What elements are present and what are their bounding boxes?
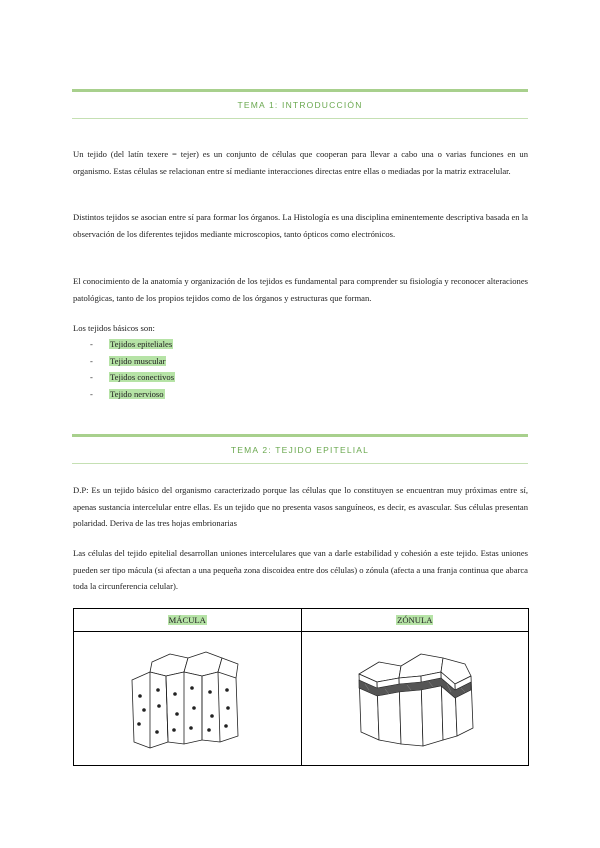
epitelial-paragraph-1: D.P: Es un tejido básico del organismo caracterizado porque las células que lo constituyen se encuentran muy próximas entre sí, apenas sustancia intercelular entre ellas. Es un tejido que no presenta vasos sanguíneos, es decir, es avascular. Sus células presentan polaridad. Deriva de las tres hojas embrionarias: [73, 485, 528, 528]
intro-paragraph-2: Distintos tejidos se asocian entre sí para formar los órganos. La Histología es una disciplina eminentemente descriptiva basada en la observación de los diferentes tejidos mediante microscopios, tanto ópticos como electrónicos.: [73, 212, 528, 239]
tissue-muscular: Tejido muscular: [110, 355, 166, 366]
intro-paragraph-1: Un tejido (del latín texere = tejer) es un conjunto de células que cooperan para llevar a cabo una o varias funciones en un organismo. Estas células se relacionan entre sí mediante interacciones directas entre ellas o mediadas por la matriz extracelular.: [73, 149, 528, 176]
tissue-list: [90, 336, 175, 402]
junction-table: [73, 608, 529, 766]
heading-title: TEMA 1: INTRODUCCIÓN: [237, 100, 363, 110]
table-header-zonula: ZÓNULA: [301, 609, 529, 632]
list-item: - Tejido nervioso: [90, 388, 164, 399]
epitelial-paragraph-2: Las células del tejido epitelial desarrollan uniones intercelulares que van a darle estabilidad y cohesión a este tejido. Estas uniones pueden ser tipo mácula (si afectan a una pequeña zona discoidea entre dos células) o zónula (afecta a una franja continua que abarca toda la circunferencia celular).: [73, 548, 528, 591]
zonula-illustration-cell: [301, 632, 529, 766]
list-item: - Tejido muscular: [90, 355, 166, 366]
section-heading-tema1: [72, 89, 528, 119]
macula-illustration: [122, 644, 252, 754]
tissue-nervioso: Tejido nervioso: [110, 388, 164, 399]
heading-title: TEMA 2: TEJIDO EPITELIAL: [230, 445, 370, 455]
heading-bottom-rule: [72, 118, 528, 119]
zonula-illustration: [345, 644, 485, 754]
table-header-macula: MÁCULA: [74, 609, 302, 632]
intro-paragraph-4: Los tejidos básicos son:: [73, 323, 155, 333]
heading-bottom-rule: [72, 463, 528, 464]
macula-illustration-cell: [74, 632, 302, 766]
list-item: - Tejidos epiteliales: [90, 339, 173, 349]
section-heading-tema2: [72, 434, 528, 464]
list-item: - Tejidos conectivos: [90, 372, 175, 382]
intro-paragraph-3: El conocimiento de la anatomía y organización de los tejidos es fundamental para comprender su fisiología y reconocer alteraciones patológicas, tanto de los propios tejidos como de los órganos y estructuras que forman.: [73, 276, 528, 303]
tissue-conectivo: Tejidos conectivos: [110, 372, 175, 382]
tissue-epitelial: Tejidos epiteliales: [110, 339, 173, 349]
